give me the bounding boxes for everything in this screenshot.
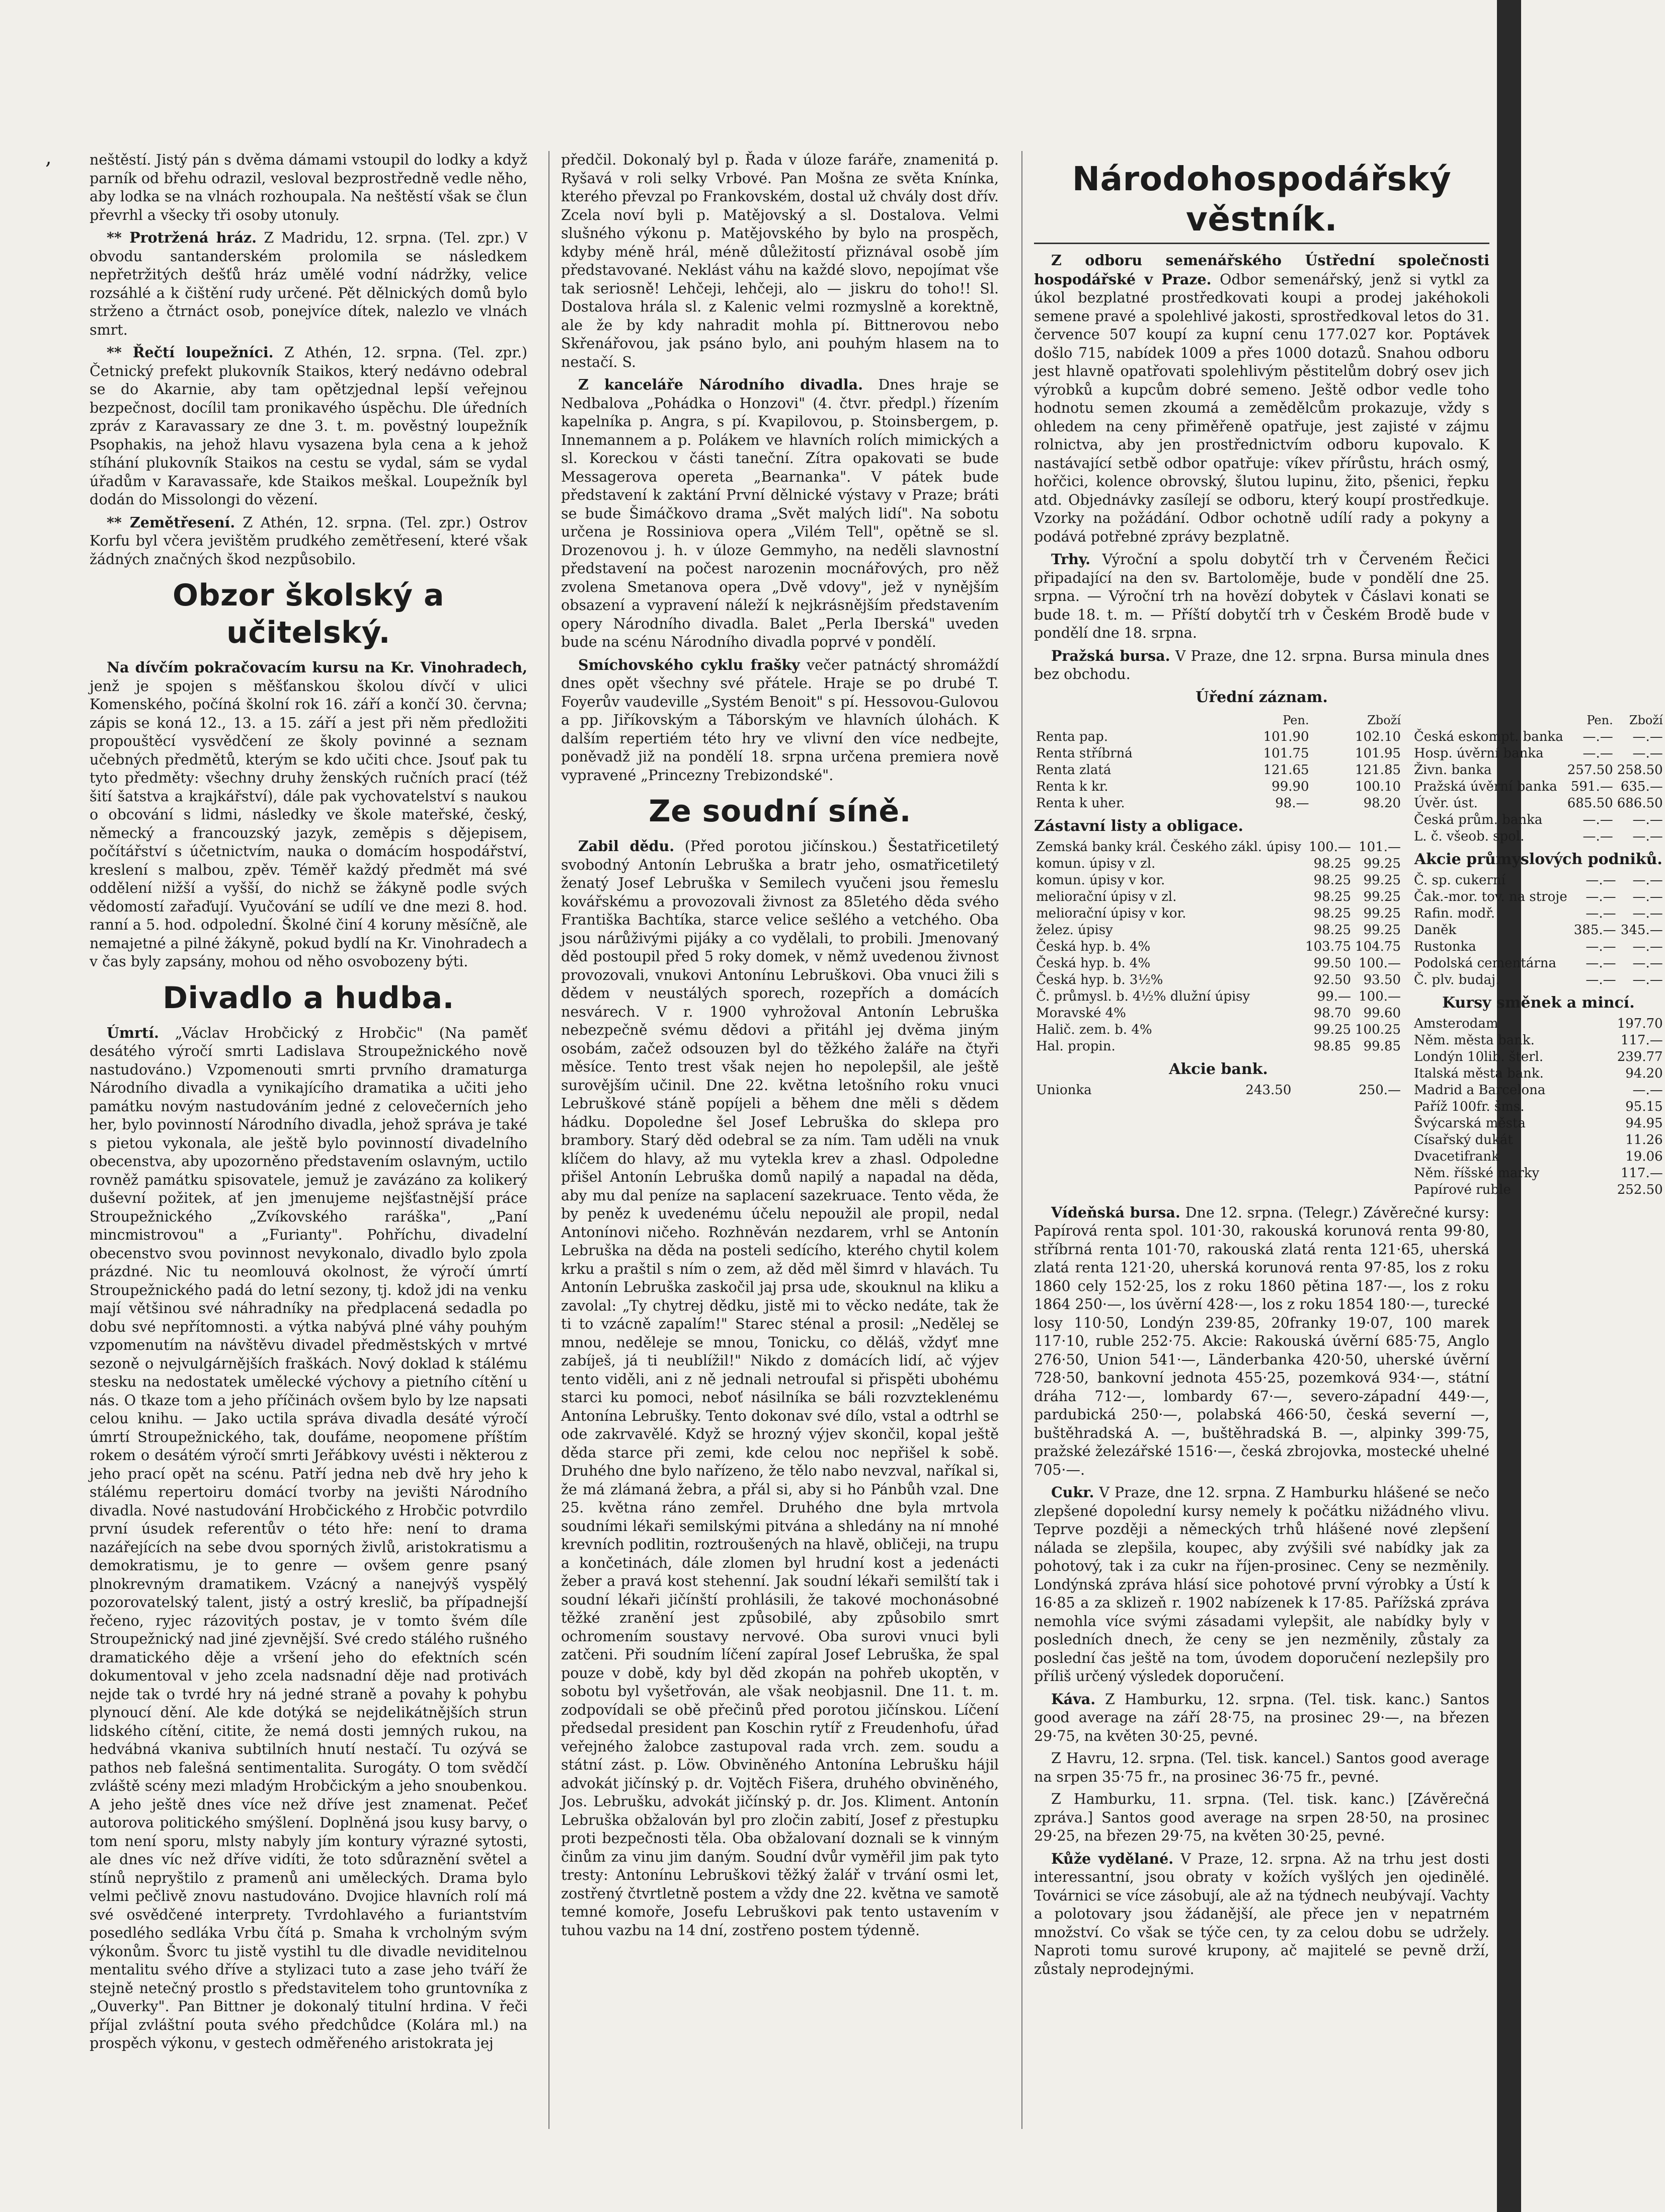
table-row: meliorační úpisy v kor. 98.25 99.25 [1036,905,1401,921]
table-row: želez. úpisy 98.25 99.25 [1036,922,1401,938]
table-row: Paříž 100fr. šms. 95.15 [1414,1099,1663,1114]
table-row: Česká hyp. b. 3½% 92.50 93.50 [1036,972,1401,987]
table-row: Madrid a Barcelona —.— [1414,1082,1663,1098]
table-row: Amsterodam 197.70 [1414,1016,1663,1031]
article-theatre-continuation: předčil. Dokonalý byl p. Řada v úloze faráře, znamenitá p. Ryšavá v roli selky Vrbové. Pan Mošna ze světa Knínka, kterého převzal po Frankovském, dostal už chvály dost dřív. Zcela noví byli p. Matějovský a sl. Dostalova. Velmi slušného výkonu p. Matějovského by bylo na prospěch, kdyby méně hrál, méně důležitostí přiznával osobě jím představované. Neklást váhu na každé slovo, nepojímat vše tak seriosně! Lehčeji, lehčeji, alo — jiskru do toho!! Sl. Dostalova hrála sl. z Kalenic velmi rozmyslně a korektně, ale že by kdy nahradit mohla pí. Bittnerovou nebo Skřenářovou, jak psáno bylo, ani pouhým hlasem na to nestačí. S. [561,151,999,370]
column-rule [1021,151,1022,2129]
table-row: Pražská úvěrní banka 591.— 635.— [1414,779,1663,794]
table-row: Úvěr. úst. 685.50 686.50 [1414,795,1663,811]
pledges-title: Zástavní listy a obligace. [1034,817,1243,835]
rates-title: Úřední záznam. [1196,688,1328,706]
column-2 [561,151,999,2129]
article-seeds: Z odboru semenářského Ústřední společnosti hospodářské v Praze. Odbor semenářský, jenž si vytkl za úkol bezplatné prostředkovati koupi a prodej jakéhokoli semene pravé a spolehlivé jakosti, sprostředkoval letos do 31. července 507 koupí za kupní cenu 177.027 kor. Poptávek došlo 715, nabídek 1009 a přes 1000 dotazů. Snahou odboru jest hlavně opatřovati spolehlivým pěstitelům dobrý osev jich výrobků a kupcům dobré semeno. Ještě odbor vedle toho hodnotu semen zkoumá a zemědělcům prokazuje, vždy s ohledem na ceny přiměřeně opatřuje, jest zajisté v zájmu rolnictva, aby jen prostřednictvím odboru kupovalo. K nastávající setbě odbor opatřuje: víkev přírůstu, hrách osmý, hořčici, kolence obrovský, šlutou lupinu, žito, pšenici, řepku atd. Objednávky zasílejí se odboru, který koupí prostředkuje. Vzorky na požádání. Odbor ochotně udílí rady a pokyny a podává potřebné zprávy bezplatně. [1034,252,1489,545]
article-earthquake: ** Zemětřesení. Z Athén, 12. srpna. (Tel. zpr.) Ostrov Korfu byl včera jevištěm prudkého zemětřesení, které však žádných značných škod nezpůsobilo. [90,513,527,568]
article-court-case: Zabil dědu. (Před porotou jičínskou.) Šestatřicetiletý svobodný Antonín Lebruška a bratr jeho, osmatřicetiletý ženatý Josef Lebruška v Semilech vyučeni jsou řemeslu kovářskému a provozovali živnost za 85letého děda svého Františka Bachtíka, starce velice sešlého a vetchého. Oba jsou nárůživými pijáky a co vydělali, to probili. Jmenovaný děd postoupil před 5 roky domek, v němž uvedenou živnost provozovali, vnukovi Antonínu Lebruškovi. Oba vnuci žili s dědem v neustálých sporech, rozepřích a domácích nesvárech. V r. 1900 vyhrožoval Antonín Lebruška nebezpečně svému dědovi a přitáhl jej dvěma jiným osobám, začež odsouzen byl do těžkého žaláře na čtyři měsíce. Tento trest však nejen ho nepolepšil, ale ještě surovějším učinil. Dne 22. května letošního roku vnuci Lebruškové stáně popíjeli a během dne měli s dědem hádku. Dopoledne šel Josef Lebruška do sklepa pro brambory. Starý děd odebral se za ním. Tam uděli na vnuk klíčem do hlavy, až mu vytekla krev a zhasl. Odpoledne přišel Antonín Lebruška domů napilý a napadal na děda, aby mu dal peníze na saplacení sazekruace. Tento věda, že by peněz k uvedenému účelu nepoužil ale propil, nedal Antonínovi ničeho. Rozhněván nezdarem, vrhl se Antonín Lebruška na děda na posteli sedícího, kterého chytil kolem krku a praštil s ním o zem, až děd měl šimrd v hlavách. Tu Antonín Lebruška zaskočil jaj prsa ude, skouknul na kliku a zavolal: „Ty chytrej dědku, jistě mi to věcko nedáte, tak že ti to vzácně zapalím!" Starec sténal a prosil: „Nedělej se mnou, neděleje se mnou, Tonicku, co děláš, vždyť mne zabíješ, já ti neublížil!" Nikdo z domácích lidí, ač výjev tento viděli, ani z ně jednali netroufal si přispěti ubohému starci ku pomoci, neboť násilníka se báli rozvzteklenému Antonína Lebrušky. Tento dokonav své dílo, vstal a odtrhl se ode zakrvavělé. Když se hrozný výjev skončil, kopal ještě děda starce při zemi, kde celou noc nepřišel k sobě. Druhého dne bylo nařízeno, že tělo nabo nevzval, naříkal si, že má zlámaná žebra, a přál si, aby si ho Pánbůh vzal. Dne 25. května ráno zemřel. Druhého dne byla mrtvola soudními lékaři semilskými pitvána a shledány na ní mnohé krevních podlitin, roztroušených na hlavě, obličeji, na trupu a končetinách, dále zlomen byl hrudní kost a jedenácti žeber a pravá kost stehenní. Jak soudní lékaři semilští tak i soudní lékaři jičínští prohlásili, že takové mochonásobné těžké zranění jest způsobilé, aby způsobilo smrt ochromením soustavy nervové. Oba surovi vnuci byli zatčeni. Při soudním líčení zapíral Josef Lebruška, že spal pouze v době, kdy byl děd zkopán na pohřeb ukoptěn, v sobotu byl vyšetřován, ale však neobjasnil. Dne 11. t. m. zodpovídali se obě přečinů před porotou jičínskou. Líčení předsedal president pan Koschin rytíř z Freudenhofu, úřad veřejného žalobce zastupoval rada vrch. zem. soudu a státní zást. p. Löw. Obviněného Antonína Lebrušku hájil advokát jičínský p. dr. Vojtěch Fišera, druhého obviněného, Jos. Lebrušku, advokát jičínský p. dr. Jos. Kliment. Antonín Lebruška obžalován byl pro zločin zabití, Josef z přestupku proti bezpečnosti těla. Oba obžalovaní doznali se k vinným činům za vinu jim daným. Soudní dvůr vyměřil jim pak tyto tresty: Antonínu Lebruškovi těžký žalář v trvání osmi let, zostřený čtvrtletně postem a vždy dne 22. května ve samotě temné komoře, Josefu Lebruškovi pak tento ustavením v tuhou vazbu na 14 dní, zostřeno postem týdenně. [561,837,999,1939]
table-row: Živn. banka 257.50 258.50 [1414,762,1663,778]
table-row: Česká hyp. b. 4% 99.50 100.— [1036,955,1401,971]
rates-table-left: Pen. Zboží Renta pap. 101.90 102.10 Renta stříbrná 101.75 101.95 Renta zlatá 121.65 121.85 Renta k kr. 99.90 100.10 Renta k uher. 98.— 98.20 [1034,712,1403,812]
table-row: Dvacetifrank 19.06 [1414,1149,1663,1164]
table-row: komun. úpisy v kor. 98.25 99.25 [1036,872,1401,888]
industrial-shares-title: Akcie průmyslových podniků. [1414,850,1662,868]
article-theatre-review: Úmrtí. „Václav Hrobčický z Hrobčic" (Na paměť desátého výročí smrti Ladislava Stroupežnického nově nastudováno.) Vzpomenouti smrti prvního dramaturga Národního divadla a vynikajícího dramatika a učiti jeho památku novým nastudováním jedné z celovečerních jeho her, bylo povinností Národního divadla, jehož správa je také s pietou vykonala, ale ještě bylo povinností divadelního obecenstva, aby upozorněno představením oslavným, uctilo rovněž památku spisovatele, jemuž je zavázáno za kolikerý duševní požitek, ať jen jmenujeme nejšťastnější práce Stroupežnického „Zvíkovského raráška", „Paní mincmistrovou" a „Furianty". Pohříchu, divadelní obecenstvo svou povinnost nevykonalo, divadlo bylo zpola prázdné. Nic tu neomlouvá okolnost, že výročí úmrtí Stroupežnického padá do letní sezony, tj. kdož jdi na venku mají většinou své náhradníky na předplacená sedadla po dobu své nepřítomnosti. a výtka nabývá plné váhy pouhým vzpomenutím na návštěvu divadel předměstských v mrtvé sezoně o nejvulgárnějších fraškách. Nový doklad k stálému stesku na nedostatek umělecké výchovy a pietního cítění u nás. O tkaze tom a jeho příčinách ovšem bylo by lze napsati celou knihu. — Jako uctila správa divadla desáté výročí úmrtí Stroupežnického, tak, doufáme, neopomene příštím rokem o desátém výročí smrti Jeřábkovy uvésti i některou z jeho prací opět na scénu. Patří jedna neb dvě hry jeho k stálému repertoiru domácí tvorby na jevišti Národního divadla. Nové nastudování Hrobčického z Hrobčic potvrdilo první úsudek referentův o této hře: není to drama nazářejících na sebe dvou sporných živlů, aristokratismu a demokratismu, je to genre — ovšem genre psaný plnokrevným dramatikem. Vzácný a nanejvýš vyspělý pozorovatelský talent, jistý a ostrý kreslič, ba případnejší řečeno, ryjec rázovitých postav, je v tomto švém díle Stroupežnický nad jiné zjevnější. Své credo stálého rušného dramatického děje a vršení jeho do efektních scén dokumentoval v jeho zcela nadsnadní děje nad protivách nejde tak o tvrdé hry ná jedné straně a povahy k pohybu plynoucí dění. Ale kde dotýká se nejdelikátnějších strun lidského cítění, citite, že nemá dosti jemných rukou, na hedvábná vkaniva subtilních hnutí nestačí. Tu ozývá se pathos neb falešná sentimentalita. Surogáty. O tom svědčí zvláště scény mezi mladým Hrobčickým a jeho snoubenkou. A jeho ještě dnes více než dříve jest znamenat. Pečeť autorova politického smýšlení. Doplněná jsou kusy barvy, o tom není sporu, mlsty nabyly jím kontury výrazné sytosti, ale dnes víc než dříve vidíti, že toto sdůraznění světel a stínů nepryštilo z pramenů ani uměleckých. Drama bylo velmi pečlivě znovu nastudováno. Dvojice hlavních rolí má své osvědčené interprety. Tvrdohlavého a furiantstvím posedlého sedláka Vrbu čítá p. Smaha k vrcholným svým výkonům. Švorc tu jistě vystihl tu dle divadle neviditelnou mentalitu svého dříve a stylizaci tuto a zase jeho tváří že stejně netečný prostlo s představitelem toho gruntovníka z „Ouverky". Pan Bittner je dokonalý titulní hrdina. V řeči příjal zvláštní pouta svého předchůdce (Kolára ml.) na prospěch výkonu, v gestech odměřeného aristokrata jej [90,1024,527,2051]
article-national-theatre: Z kanceláře Národního divadla. Dnes hraje se Nedbalova „Pohádka o Honzovi" (4. čtvr. předpl.) řízením kapelníka p. Angra, s pí. Kvapilovou, p. Stoinsbergem, p. Innemannem a p. Polákem ve hlavních rolích mimických a sl. Koreckou v části taneční. Zítra opakovati se bude Messagerova opereta „Bearnanka". V pátek bude představení k zaktání První dělnické výstavy v Praze; bráti se bude Šimáčkovo drama „Svět malých lidí". Na sobotu určena je Rossiniova opera „Vilém Tell", opětně se sl. Drozenovou j. h. v úloze Gemmyho, na neděli slavnostní představení na počest narozenin mocnářových, pro něž zvolena Smetanova opera „Dvě vdovy", jež v nynějším obsazení a vypravení náleží k nejkrásnějším představením opery Národního divadla. Balet „Perla Iberská" uveden bude na scénu Národního divadla poprvé v pondělí. [561,376,999,650]
table-row: Zemská banky král. Českého zákl. úpisy 100.— 101.— [1036,839,1401,855]
column-3 [1034,151,1663,2129]
table-row: Česká prům. banka —.— —.— [1414,812,1663,827]
article-sugar: Cukr. V Praze, dne 12. srpna. Z Hamburku hlášené se nečo zlepšené dopolední kursy nemely k počátku nižádného vlivu. Teprve později a německých trhů hlášené nové zlepšení nálada se zlepšila, koupec, aby zvýšili své nabídky jak za pohotový, tak i za cukr na říjen-prosinec. Ceny se nezměnily. Londýnská zpráva hlásí sice pohotové první výrobky a Ústí k 16·85 a za sklizeň r. 1902 nabízenek k 17·85. Pařížská zpráva nemohla více svými zásadami vylepšit, ale nabídky byly v posledních dnech, že ceny se jen nezměnily, zůstaly za poslední čas ještě na tom, úvodem doporučení nezlepšily pro příliš určený výsledek doporučení. [1034,1484,1489,1685]
table-row: Rustonka —.— —.— [1414,939,1663,954]
table-row: meliorační úpisy v zl. 98.25 99.25 [1036,889,1401,904]
table-row: L. č. všeob. spol. —.— —.— [1414,828,1663,844]
exchange-rates-title: Kursy směnek a mincí. [1442,994,1635,1012]
table-row: Č. sp. cukerní —.— —.— [1414,872,1663,888]
table-row: Česká eskompt. banka —.— —.— [1414,729,1663,744]
table-row: Papírové ruble 252.50 [1414,1182,1663,1197]
table-row: Daněk 385.— 345.— [1414,922,1663,938]
article-school: Na dívčím pokračovacím kursu na Kr. Vinohradech, jenž je spojen s měšťanskou školou dívčí v ulici Komenského, počíná školní rok 16. září a končí 30. června; zápis se koná 12., 13. a 15. září a jest při něm předložiti propouštěcí vysvědčení ze školy povinné a seznam učebných předmětů, kterým se kdo učiti chce. Jsouť pak tu tyto předměty: všechny druhy ženských ručních prací (též šití šatstva a krajkářství), dále pak vychovatelství s naukou o obcování s lidmi, následky ve škole mateřské, český, německý a francouzský jazyk, zeměpis s dějepisem, počítářství s účetnictvím, nauka o domácím hospodářství, kreslení s malbou, zpěv. Téměř každý předmět má své oddělení nižší a vyšší, do nichž se žákyně podle svých vědomostí zařaďují. Vyučování se udílí ve dne mezi 8. hod. ranní a 5. hod. odpolední. Školné činí 4 koruny měsíčně, ale nemajetné a pilné žákyně, pokud bydlí na Kr. Vinohradech a v čas byly zapsány, mohou od něho osvobozeny býti. [90,659,527,970]
article-continuation: neštěstí. Jistý pán s dvěma dámami vstoupil do lodky a když parník od břehu odrazil, vesloval bezprostředně vedle něho, aby lodka se na vlnách rozhoupala. Na neštěstí však se člun převrhl a všecky tři osoby utonuly. [90,151,527,223]
section-heading-economy: Národohospodářský věstník. [1034,159,1489,244]
rates-block [1034,710,1663,1203]
article-greek-bandits: ** Řečtí loupežníci. Z Athén, 12. srpna. (Tel. zpr.) Četnický prefekt plukovník Staikos, který nedávno odebral se do Akarnie, aby tam opětzjednal lepší veřejnou bezpečnost, docílil tam pronikavého úspěchu. Dle úředních zpráv z Karavassary ze dne 3. t. m. pověstný loupežník Psophakis, na jehož hlavu vysazena byla cena a k jehož stíhání plukovník Staikos na cestu se vydal, sám se vydal úřadům v Karavassaře, kde Staikos meškal. Loupežník byl dodán do Missolongi do vězení. [90,344,527,508]
pledges-table [1034,839,1403,1055]
rates-table-right: Pen. Zboží Česká eskompt. banka —.— —.— Hosp. úvěrní banka —.— —.— Živn. banka 257.50 258.50 Pražská úvěrní banka 591.— 635.— Úvěr. úst. 685.50 686.50 Česká prům. banka —.— —.— L. č. všeob. spol. —.— —.— [1412,712,1665,845]
article-coffee: Káva. Z Hamburku, 12. srpna. (Tel. tisk. kanc.) Santos good average na září 28·75, na prosinec 29·—, na březen 29·75, na květen 30·25, pevné. [1034,1690,1489,1744]
article-markets: Trhy. Výroční a spolu dobytčí trh v Červeném Řečici připadající na den sv. Bartoloměje, bude v pondělí dne 25. srpna. — Výroční trh na hovězí dobytek v Čáslavi konati se bude 18. t. m. — Příští dobytčí trh v Českém Brodě bude v pondělí dne 18. srpna. [1034,551,1489,641]
exchange-rates-table [1412,1016,1665,1198]
section-heading-school: Obzor školský a učitelský. [173,578,444,650]
table-row: Císařský dukát 11.26 [1414,1132,1663,1148]
table-row: Rafin. modř. —.— —.— [1414,905,1663,921]
article-coffee-hamburg: Z Hamburku, 11. srpna. (Tel. tisk. kanc.) [Závěrečná zpráva.] Santos good average na srpen 28·50, na prosinec 29·25, na březen 29·75, na květen 30·25, pevné. [1034,1791,1489,1844]
table-row: Moravské 4% 98.70 99.60 [1036,1005,1401,1021]
table-row: Čak.-mor. tov. na stroje —.— —.— [1414,889,1663,904]
margin-mark: , [45,146,52,169]
table-row: Renta pap. 101.90 102.10 [1036,729,1401,744]
table-row: Něm. města bank. 117.— [1414,1032,1663,1048]
table-row: Č. plv. budaj. —.— —.— [1414,972,1663,987]
article-smichov-farces: Smíchovského cyklu frašky večer patnáctý shromáždí dnes opět všechny své přátele. Hraje se po drubé T. Foyerův vaudeville „Systém Benoit" s pí. Hessovou-Gulovou a pp. Jiříkovským a Táborským ve hlavních úlohách. K dalším repertiém této hry ve vlivní den více nedbejte, poněvadž již na pondělí 18. srpna určena premiera nově vypravené „Princezny Trebizondské". [561,656,999,784]
article-prague-bourse: Pražská bursa. V Praze, dne 12. srpna. Bursa minula dnes bez obchodu. [1034,647,1489,682]
table-row: Česká hyp. b. 4% 103.75 104.75 [1036,939,1401,954]
table-row: Londýn 10lib. šterl. 239.77 [1414,1049,1663,1064]
table-row: Unionka 243.50 250.— [1036,1082,1401,1098]
table-row: Švýcarská města 94.95 [1414,1115,1663,1131]
table-row: Renta zlatá 121.65 121.85 [1036,762,1401,778]
table-row: Renta k kr. 99.90 100.10 [1036,779,1401,794]
column-rule [548,151,549,2129]
article-dam-break: ** Protržená hráz. Z Madridu, 12. srpna. (Tel. zpr.) V obvodu santanderském prolomila se následkem nepřetržitých dešťů hráz umělé vodní nádržky, velice rozsáhlé a k čištění rudy určené. Pět dělnických domů bylo strženo a čtrnáct osob, ponejvíce dítek, nalezlo ve vlnách smrt. [90,229,527,338]
table-row: komun. úpisy v zl. 98.25 99.25 [1036,856,1401,871]
column-1 [90,151,527,2129]
bank-shares-table [1034,1082,1403,1099]
table-row: Italská města bank. 94.20 [1414,1065,1663,1081]
table-row: Něm. říšské marky 117.— [1414,1165,1663,1181]
industrial-shares-table [1412,872,1665,988]
section-heading-theatre: Divadlo a hudba. [163,980,454,1016]
table-row: Hosp. úvěrní banka —.— —.— [1414,745,1663,761]
section-heading-court: Ze soudní síně. [649,794,911,829]
table-row: Hal. propin. 98.85 99.85 [1036,1038,1401,1054]
table-row: Halič. zem. b. 4% 99.25 100.25 [1036,1022,1401,1037]
table-row: Renta stříbrná 101.75 101.95 [1036,745,1401,761]
table-row: Č. průmysl. b. 4½% dlužní úpisy 99.— 100.— [1036,988,1401,1004]
bank-shares-title: Akcie bank. [1169,1060,1268,1078]
article-vienna-bourse: Vídeňská bursa. Dne 12. srpna. (Telegr.) Závěrečné kursy: Papírová renta spol. 101·30, rakouská korunová renta 99·80, stříbrná renta 101·70, rakouská zlatá renta 121·65, uherská zlatá renta 121·20, uherská korunová renta 97·85, los z roku 1860 cely 152·25, los z roku 1860 pětina 187·—, los z roku 1864 250·—, los úvěrní 428·—, los z roku 1854 180·—, turecké losy 110·50, Londýn 239·85, 20franky 19·07, 100 marek 117·10, ruble 252·75. Akcie: Rakouská úvěrní 685·75, Anglo 276·50, Union 541·—, Länderbanka 420·50, uherské úvěrní 728·50, bankovní jednota 455·25, pozemková 934·—, státní dráha 712·—, lombardy 67·—, severo-západní 449·—, pardubická 250·—, polabská 466·50, česká severní —, buštěhradská A. —, buštěhradská B. —, alpinky 399·75, pražské železářské 1516·—, česká zbrojovka, mostecké uhelné 705·—. [1034,1203,1490,1478]
table-row: Podolská cementárna —.— —.— [1414,955,1663,971]
article-coffee-havre: Z Havru, 12. srpna. (Tel. tisk. kancel.) Santos good average na srpen 35·75 fr., na prosinec 36·75 fr., pevné. [1034,1750,1489,1785]
table-row: Renta k uher. 98.— 98.20 [1036,795,1401,811]
article-leather: Kůže vydělané. V Praze, 12. srpna. Až na trhu jest dosti interessantní, jsou obraty v kožích vyšlých jen ojedinělé. Továrnici se více zásobují, ale až na týdnech neubývají. Vachty a polotovary jsou žádanější, ale přece jen v nepatrném množství. Co však se týče cen, ty za celou dobu se udržely. Naproti tomu surové krupony, ač majitelé se pevně drží, zůstaly neprodejnými. [1034,1850,1489,1977]
